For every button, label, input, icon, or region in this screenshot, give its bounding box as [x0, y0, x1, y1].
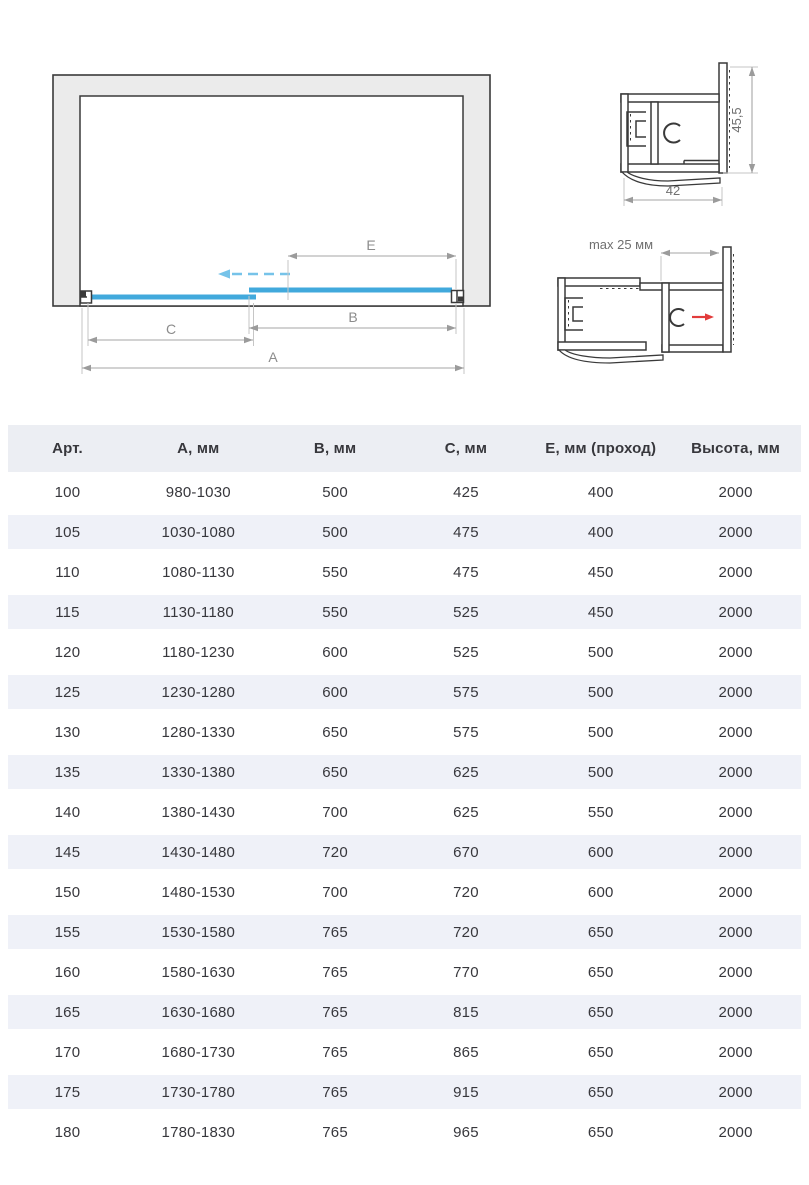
table-cell: 575: [401, 712, 532, 752]
table-row: [8, 752, 801, 792]
table-cell: 155: [8, 912, 127, 952]
table-cell: 650: [531, 1112, 670, 1152]
table-cell: 765: [270, 952, 401, 992]
table-cell: 160: [8, 952, 127, 992]
table-cell: 720: [270, 832, 401, 872]
table-cell: 400: [531, 512, 670, 552]
table-cell: 500: [270, 512, 401, 552]
table-row: [8, 1112, 801, 1152]
wall-profile-right: [452, 291, 464, 303]
profile-section-extended: [558, 237, 734, 363]
table-cell: 130: [8, 712, 127, 752]
table-cell: 765: [270, 992, 401, 1032]
spec-table: [8, 425, 801, 1152]
table-cell: 165: [8, 992, 127, 1032]
table-row: [8, 832, 801, 872]
table-cell: 625: [401, 792, 532, 832]
dimension-height-45-5: [723, 67, 758, 173]
table-cell: 2000: [670, 872, 801, 912]
table-cell: 1730-1780: [127, 1072, 270, 1112]
table-cell: 1180-1230: [127, 632, 270, 672]
drawings-svg: [0, 0, 809, 425]
dimension-label-width: 42: [665, 183, 681, 198]
table-cell: 815: [401, 992, 532, 1032]
table-cell: 2000: [670, 632, 801, 672]
table-cell: 2000: [670, 712, 801, 752]
table-cell: 150: [8, 872, 127, 912]
table-cell: 2000: [670, 832, 801, 872]
table-cell: 2000: [670, 752, 801, 792]
table-cell: 1680-1730: [127, 1032, 270, 1072]
dimension-a: [82, 349, 464, 371]
table-cell: 770: [401, 952, 532, 992]
table-cell: 400: [531, 472, 670, 512]
table-cell: 550: [531, 792, 670, 832]
table-cell: 1330-1380: [127, 752, 270, 792]
dimension-label-c: C: [165, 321, 177, 337]
table-cell: 765: [270, 1032, 401, 1072]
extension-arrow-icon: [692, 313, 714, 320]
table-cell: 915: [401, 1072, 532, 1112]
table-cell: 650: [531, 952, 670, 992]
column-header: С, мм: [401, 425, 532, 472]
spec-table-section: [0, 425, 809, 1152]
adjustable-profile-tube: [640, 247, 734, 352]
table-cell: 700: [270, 792, 401, 832]
table-cell: 2000: [670, 592, 801, 632]
table-cell: 120: [8, 632, 127, 672]
table-cell: 525: [401, 592, 532, 632]
table-cell: 110: [8, 552, 127, 592]
table-cell: 600: [531, 872, 670, 912]
column-header: Е, мм (проход): [531, 425, 670, 472]
spec-table-head-row: [8, 425, 801, 472]
table-cell: 550: [270, 552, 401, 592]
dimension-b: [249, 309, 456, 331]
dimension-max-25: [589, 237, 719, 281]
table-row: [8, 552, 801, 592]
table-cell: 600: [531, 832, 670, 872]
table-cell: 100: [8, 472, 127, 512]
table-cell: 1130-1180: [127, 592, 270, 632]
table-cell: 500: [531, 712, 670, 752]
table-cell: 180: [8, 1112, 127, 1152]
table-cell: 720: [401, 912, 532, 952]
table-cell: 2000: [670, 992, 801, 1032]
column-header: А, мм: [127, 425, 270, 472]
profile-wall-slot: [627, 112, 646, 146]
table-cell: 140: [8, 792, 127, 832]
technical-drawings: [0, 0, 809, 425]
table-cell: 500: [531, 752, 670, 792]
profile-flange: [719, 63, 727, 173]
table-cell: 650: [531, 992, 670, 1032]
table-cell: 865: [401, 1032, 532, 1072]
table-cell: 2000: [670, 792, 801, 832]
table-cell: 1030-1080: [127, 512, 270, 552]
table-cell: 2000: [670, 1112, 801, 1152]
table-cell: 135: [8, 752, 127, 792]
table-row: [8, 1072, 801, 1112]
table-cell: 175: [8, 1072, 127, 1112]
table-cell: 2000: [670, 912, 801, 952]
table-row: [8, 632, 801, 672]
table-cell: 2000: [670, 1032, 801, 1072]
table-row: [8, 792, 801, 832]
column-header: Арт.: [8, 425, 127, 472]
table-row: [8, 1032, 801, 1072]
table-cell: 525: [401, 632, 532, 672]
table-cell: 170: [8, 1032, 127, 1072]
table-cell: 475: [401, 512, 532, 552]
screw-channel: [664, 124, 680, 143]
table-cell: 450: [531, 592, 670, 632]
table-cell: 145: [8, 832, 127, 872]
dimension-label-a: A: [268, 349, 278, 365]
table-cell: 1480-1530: [127, 872, 270, 912]
dimension-label-height: 45,5: [729, 107, 744, 133]
table-cell: 980-1030: [127, 472, 270, 512]
profile-section-closed: [621, 63, 758, 206]
wall-profile-left: [81, 291, 92, 303]
dimension-c: [88, 321, 253, 343]
table-cell: 1380-1430: [127, 792, 270, 832]
table-row: [8, 472, 801, 512]
dimension-label-b: B: [348, 309, 358, 325]
table-cell: 2000: [670, 472, 801, 512]
table-cell: 720: [401, 872, 532, 912]
table-cell: 550: [270, 592, 401, 632]
table-cell: 125: [8, 672, 127, 712]
table-cell: 650: [270, 752, 401, 792]
dimension-label-max-25: max 25 мм: [588, 237, 654, 252]
dimension-label-e: E: [366, 237, 376, 253]
table-row: [8, 712, 801, 752]
table-cell: 670: [401, 832, 532, 872]
table-cell: 625: [401, 752, 532, 792]
table-cell: 1080-1130: [127, 552, 270, 592]
table-cell: 2000: [670, 1072, 801, 1112]
table-row: [8, 872, 801, 912]
table-cell: 1430-1480: [127, 832, 270, 872]
table-cell: 115: [8, 592, 127, 632]
plan-view-drawing: [53, 75, 490, 374]
table-cell: 450: [531, 552, 670, 592]
table-cell: 1280-1330: [127, 712, 270, 752]
table-row: [8, 992, 801, 1032]
table-cell: 2000: [670, 552, 801, 592]
table-row: [8, 512, 801, 552]
table-cell: 650: [531, 912, 670, 952]
table-cell: 105: [8, 512, 127, 552]
spec-table-body: [8, 472, 801, 1152]
table-cell: 2000: [670, 672, 801, 712]
table-cell: 2000: [670, 512, 801, 552]
table-cell: 1630-1680: [127, 992, 270, 1032]
table-row: [8, 912, 801, 952]
table-cell: 600: [270, 672, 401, 712]
table-cell: 600: [270, 632, 401, 672]
table-row: [8, 952, 801, 992]
table-cell: 765: [270, 912, 401, 952]
table-cell: 965: [401, 1112, 532, 1152]
table-cell: 575: [401, 672, 532, 712]
table-cell: 1780-1830: [127, 1112, 270, 1152]
column-header: Высота, мм: [670, 425, 801, 472]
table-cell: 500: [270, 472, 401, 512]
table-cell: 650: [531, 1032, 670, 1072]
column-header: В, мм: [270, 425, 401, 472]
table-row: [8, 672, 801, 712]
table-cell: 425: [401, 472, 532, 512]
table-cell: 2000: [670, 952, 801, 992]
table-cell: 765: [270, 1072, 401, 1112]
table-cell: 1230-1280: [127, 672, 270, 712]
screw-channel: [670, 309, 684, 326]
table-cell: 1530-1580: [127, 912, 270, 952]
table-cell: 765: [270, 1112, 401, 1152]
table-cell: 650: [270, 712, 401, 752]
table-cell: 500: [531, 632, 670, 672]
table-cell: 650: [531, 1072, 670, 1112]
table-cell: 700: [270, 872, 401, 912]
table-row: [8, 592, 801, 632]
table-cell: 500: [531, 672, 670, 712]
profile-flange: [723, 247, 731, 352]
table-cell: 475: [401, 552, 532, 592]
table-cell: 1580-1630: [127, 952, 270, 992]
